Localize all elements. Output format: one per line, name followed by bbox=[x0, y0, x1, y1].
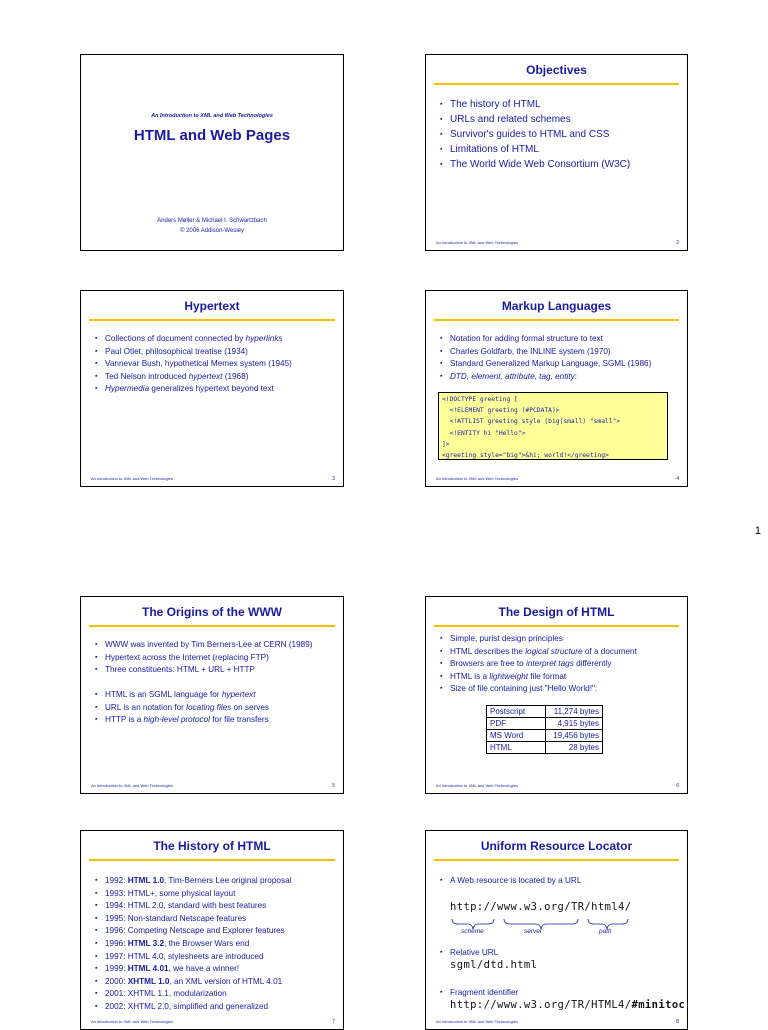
table-cell: PDF bbox=[487, 718, 546, 730]
list-item: ▪ Charles Goldfarb, the INLINE system (1970) bbox=[440, 346, 679, 359]
code-line: ]> bbox=[442, 440, 450, 448]
code-line: <greeting style="big">&hi; world!</greeting> bbox=[442, 452, 609, 460]
slide-hypertext bbox=[80, 290, 344, 487]
bullet-list bbox=[95, 639, 335, 677]
slide-history-html bbox=[80, 830, 344, 1030]
list-item: ▪ Simple, purist design principles bbox=[440, 633, 679, 646]
code-example bbox=[438, 392, 668, 460]
slide-footer: An Introduction to XML and Web Technologies bbox=[91, 1019, 173, 1024]
fragment-url-example bbox=[450, 999, 685, 1011]
list-item: ▪ 1993: HTML+, some physical layout bbox=[95, 888, 335, 901]
list-item: ▪ The history of HTML bbox=[440, 97, 679, 112]
list-item: ▪ Paul Otlet, philosophical treatise (1934) bbox=[95, 346, 335, 359]
table-cell: Postscript bbox=[487, 706, 546, 718]
table-cell: MS Word bbox=[487, 730, 546, 742]
table-cell: HTML bbox=[487, 742, 546, 754]
list-item: ▪ HTML is an SGML language for hypertext bbox=[95, 689, 335, 702]
slide-heading: Objectives bbox=[526, 63, 587, 77]
list-item: ▪ Vannevar Bush, hypothetical Memex system (1945) bbox=[95, 358, 335, 371]
list-item: ▪ URL is an notation for locating files on serves bbox=[95, 702, 335, 715]
slide-subtitle: An Introduction to XML and Web Technologies bbox=[151, 113, 273, 119]
table-cell: 28 bytes bbox=[546, 742, 603, 754]
table-row bbox=[487, 718, 603, 730]
handout-page-number: 1 bbox=[754, 525, 761, 537]
list-item: ▪ Relative URL bbox=[440, 947, 679, 960]
list-item: ▪ Hypertext across the Internet (replacing FTP) bbox=[95, 652, 335, 665]
heading-rule bbox=[434, 83, 679, 85]
slide-footer: An Introduction to XML and Web Technologies bbox=[436, 476, 518, 481]
table-row bbox=[487, 742, 603, 754]
list-item: ▪ Standard Generalized Markup Language, SGML (1986) bbox=[440, 358, 679, 371]
list-item: ▪ HTML describes the logical structure of a document bbox=[440, 646, 679, 659]
page-number: 2 bbox=[676, 240, 679, 246]
code-line: <!DOCTYPE greeting [ bbox=[442, 396, 518, 403]
path-label: path bbox=[599, 928, 612, 935]
bullet-list bbox=[440, 97, 679, 172]
list-item: ▪ HTML is a lightweight file format bbox=[440, 671, 679, 684]
table-cell: 4,915 bytes bbox=[546, 718, 603, 730]
list-item: ▪ 1996: Competing Netscape and Explorer features bbox=[95, 925, 335, 938]
list-item: ▪ WWW was invented by Tim Berners-Lee at CERN (1989) bbox=[95, 639, 335, 652]
list-item: ▪ Limitations of HTML bbox=[440, 142, 679, 157]
slide-design-html bbox=[425, 596, 688, 794]
slide-footer: An Introduction to XML and Web Technologies bbox=[91, 476, 173, 481]
list-item: ▪ 1999: HTML 4.01, we have a winner! bbox=[95, 963, 335, 976]
code-line: <!ELEMENT greeting (#PCDATA)> bbox=[442, 407, 560, 415]
bullet-list bbox=[440, 987, 679, 1000]
slide-footer: An Introduction to XML and Web Technologies bbox=[91, 783, 173, 788]
bullet-list bbox=[440, 333, 679, 383]
bullet-list bbox=[440, 875, 679, 888]
slide-footer: An Introduction to XML and Web Technologies bbox=[436, 240, 518, 245]
slide-heading: The Origins of the WWW bbox=[142, 605, 282, 619]
slide-markup-languages bbox=[425, 290, 688, 487]
heading-rule bbox=[434, 319, 679, 321]
list-item: ▪ 1996: HTML 3.2, the Browser Wars end bbox=[95, 938, 335, 951]
list-item: ▪ Ted Nelson introduced hypertext (1968) bbox=[95, 371, 335, 384]
heading-rule bbox=[434, 625, 679, 627]
list-item: ▪ 1997: HTML 4.0, stylesheets are introduced bbox=[95, 951, 335, 964]
list-item: ▪ DTD, element, attribute, tag, entity: bbox=[440, 371, 679, 384]
list-item: ▪ Three constituents: HTML + URL + HTTP bbox=[95, 664, 335, 677]
list-item: ▪ Size of file containing just "Hello World!": bbox=[440, 683, 679, 696]
page-number: 4 bbox=[676, 476, 679, 482]
list-item: ▪ 1995: Non-standard Netscape features bbox=[95, 913, 335, 926]
heading-rule bbox=[434, 859, 679, 861]
authors-text: Anders Møller & Michael I. Schwartzbach bbox=[157, 218, 267, 224]
copyright-text: © 2006 Addison-Wesley bbox=[179, 228, 244, 234]
list-item: ▪ 1994: HTML 2.0, standard with best features bbox=[95, 900, 335, 913]
heading-rule bbox=[89, 859, 335, 861]
slide-title bbox=[80, 54, 344, 251]
bullet-list bbox=[440, 633, 679, 696]
list-item: ▪ URLs and related schemes bbox=[440, 112, 679, 127]
slide-heading: Uniform Resource Locator bbox=[480, 839, 633, 853]
slide-footer: An Introduction to XML and Web Technologies bbox=[436, 1019, 518, 1024]
scheme-label: scheme bbox=[461, 928, 484, 935]
slide-url bbox=[425, 830, 688, 1030]
code-line: <!ENTITY hi "Hello"> bbox=[442, 429, 526, 437]
slide-main-title: HTML and Web Pages bbox=[133, 127, 291, 144]
list-item: ▪ Notation for adding formal structure to text bbox=[440, 333, 679, 346]
list-item: ▪ 1992: HTML 1.0, Tim-Berners Lee original proposal bbox=[95, 875, 335, 888]
fragment-url-base: http://www.w3.org/TR/HTML4/ bbox=[450, 999, 632, 1011]
server-label: server bbox=[524, 928, 543, 935]
table-row bbox=[487, 730, 603, 742]
slide-heading: Hypertext bbox=[184, 299, 240, 313]
slide-heading: Markup Languages bbox=[501, 299, 612, 313]
heading-rule bbox=[89, 625, 335, 627]
slide-objectives bbox=[425, 54, 688, 251]
bullet-list bbox=[95, 333, 335, 396]
list-item: ▪ The World Wide Web Consortium (W3C) bbox=[440, 157, 679, 172]
url-example: http://www.w3.org/TR/html4/ bbox=[450, 901, 632, 913]
page-number: 3 bbox=[332, 476, 335, 482]
bullet-list bbox=[95, 875, 335, 1014]
list-item: ▪ 2001: XHTML 1.1, modularization bbox=[95, 988, 335, 1001]
list-item: ▪ A Web resource is located by a URL bbox=[440, 875, 679, 888]
slide-origins-www bbox=[80, 596, 344, 794]
page-number: 5 bbox=[332, 783, 335, 789]
slide-footer: An Introduction to XML and Web Technologies bbox=[436, 783, 518, 788]
list-item: ▪ Browsers are free to interpret tags differently bbox=[440, 658, 679, 671]
table-row bbox=[487, 706, 603, 718]
table-cell: 11,274 bytes bbox=[546, 706, 603, 718]
list-item: ▪ Fragment identifier bbox=[440, 987, 679, 1000]
code-line: <!ATTLIST greeting style (big|small) "small"> bbox=[442, 418, 621, 426]
slide-heading: The History of HTML bbox=[153, 839, 271, 853]
list-item: ▪ Collections of document connected by hyperlinks bbox=[95, 333, 335, 346]
slide-authors bbox=[81, 216, 343, 236]
file-size-table bbox=[486, 705, 603, 754]
list-item: ▪ Survivor's guides to HTML and CSS bbox=[440, 127, 679, 142]
page-number: 6 bbox=[676, 783, 679, 789]
page-number: 7 bbox=[332, 1019, 335, 1025]
list-item: ▪ 2002: XHTML 2.0, simplified and generalized bbox=[95, 1001, 335, 1014]
list-item: ▪ 2000: XHTML 1.0, an XML version of HTML 4.01 bbox=[95, 976, 335, 989]
table-cell: 19,456 bytes bbox=[546, 730, 603, 742]
list-item: ▪ Hypermedia generalizes hypertext beyond text bbox=[95, 383, 335, 396]
fragment-id: #minitoc bbox=[631, 999, 686, 1011]
heading-rule bbox=[89, 319, 335, 321]
relative-url-example: sgml/dtd.html bbox=[450, 959, 538, 971]
slide-heading: The Design of HTML bbox=[498, 605, 615, 619]
bullet-list bbox=[95, 689, 335, 727]
page-number: 8 bbox=[676, 1019, 679, 1025]
list-item: ▪ HTTP is a high-level protocol for file transfers bbox=[95, 714, 335, 727]
bullet-list bbox=[440, 947, 679, 960]
